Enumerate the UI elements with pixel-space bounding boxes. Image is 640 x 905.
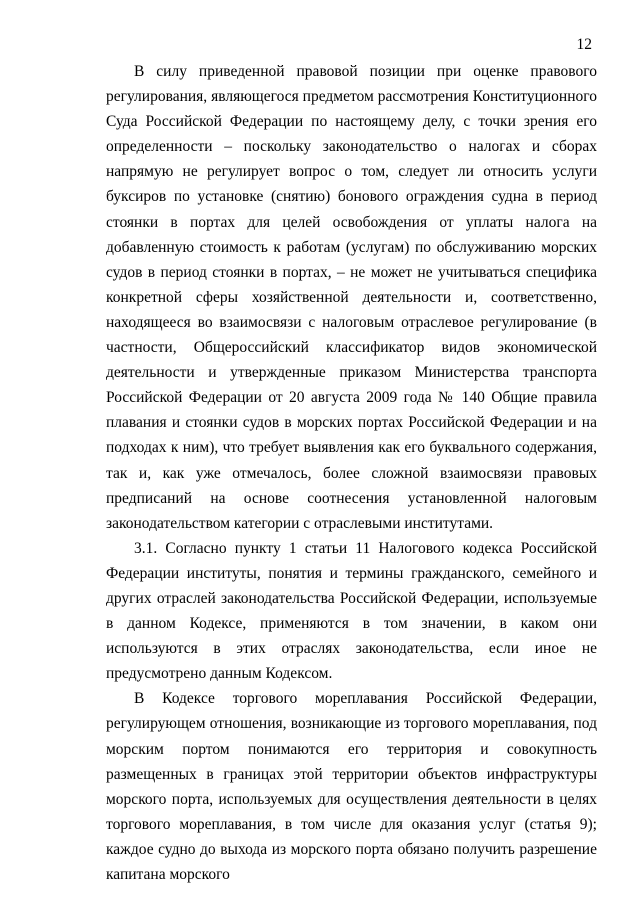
paragraph-3-1: 3.1. Согласно пункту 1 статьи 11 Налогового кодекса Российской Федерации институты, понятия и термины гражданского, семейного и других отраслей законодательства Российской Федерации, используемые в данном Кодексе, применяются в том значении, в каком они используются в этих отраслях законодательства, если иное не предусмотрено данным Кодексом.	[106, 539, 597, 683]
paragraph-maritime-code: В Кодексе торгового мореплавания Российской Федерации, регулирующем отношения, возникающие из торгового мореплавания, под морским портом понимаются его территория и совокупность размещенных в границах этой территории объектов инфраструктуры морского порта, используемых для осуществления деятельности в целях торгового мореплавания, в том числе для оказания услуг (статья 9); каждое судно до выхода из морского порта обязано получить разрешение капитана морского	[106, 690, 597, 883]
page-number: 12	[576, 36, 592, 53]
document-body	[106, 59, 597, 887]
paragraph-legal-position: В силу приведенной правовой позиции при оценке правового регулирования, являющегося предметом рассмотрения Конституционного Суда Российской Федерации по настоящему делу, с точки зрения его определенности – поскольку законодательство о налогах и сборах напрямую не регулирует вопрос о том, следует ли относить услуги буксиров по установке (снятию) бонового ограждения судна в период стоянки в портах для целей освобождения от уплаты налога на добавленную стоимость к работам (услугам) по обслуживанию морских судов в период стоянки в портах, – не может не учитываться специфика конкретной сферы хозяйственной деятельности и, соответственно, находящееся во взаимосвязи с налоговым отраслевое регулирование (в частности, Общероссийский классификатор видов экономической деятельности и утвержденные приказом Министерства транспорта Российской Федерации от 20 августа 2009 года № 140 Общие правила плавания и стоянки судов в морских портах Российской Федерации и на подходах к ним), что требует выявления как его буквального содержания, так и, как уже отмечалось, более сложной взаимосвязи правовых предписаний на основе соотнесения установленной налоговым законодательством категории с отраслевыми институтами.	[106, 63, 597, 532]
